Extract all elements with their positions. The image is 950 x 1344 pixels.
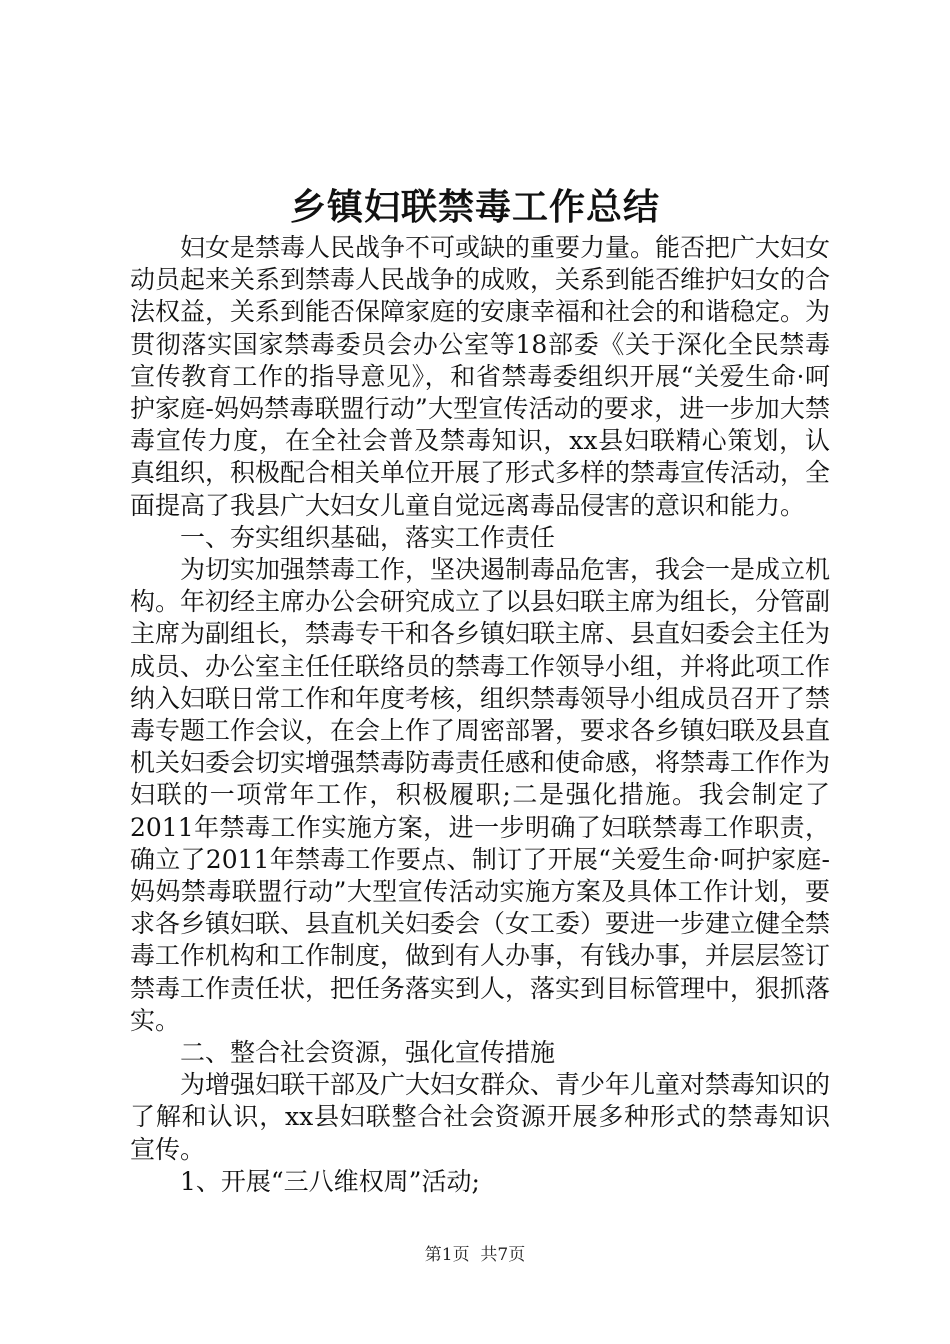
list-item-1: 1、开展“三八维权周”活动; bbox=[180, 1166, 480, 1196]
section-2-paragraph: 为增强妇联干部及广大妇女群众、青少年儿童对禁毒知识的了解和认识，xx县妇联整合社会资源开展多种形式的禁毒知识宣传。 bbox=[130, 1070, 831, 1164]
section-1-paragraph: 为切实加强禁毒工作，坚决遏制毒品危害，我会一是成立机构。年初经主席办公会研究成立了以县妇联主席为组长，分管副主席为副组长，禁毒专干和各乡镇妇联主席、县直妇委会主任为成员、办公室主任任联络员的禁毒工作领导小组，并将此项工作纳入妇联日常工作和年度考核，组织禁毒领导小组成员召开了禁毒专题工作会议，在会上作了周密部署，要求各乡镇妇联及县直机关妇委会切实增强禁毒防毒责任感和使命感，将禁毒工作作为妇联的一项常年工作，积极履职;二是强化措施。我会制定了2011年禁毒工作实施方案，进一步明确了妇联禁毒工作职责，确立了2011年禁毒工作要点、制订了开展“关爱生命·呵护家庭-妈妈禁毒联盟行动”大型宣传活动实施方案及具体工作计划，要求各乡镇妇联、县直机关妇委会（女工委）要进一步建立健全禁毒工作机构和工作制度，做到有人办事，有钱办事，并层层签订禁毒工作责任状，把任务落实到人，落实到目标管理中，狠抓落实。 bbox=[130, 555, 831, 1035]
document-body bbox=[130, 232, 830, 1198]
document-title: 乡镇妇联禁毒工作总结 bbox=[289, 186, 660, 228]
section-heading-2: 二、整合社会资源，强化宣传措施 bbox=[180, 1038, 556, 1068]
section-heading-1: 一、夯实组织基础，落实工作责任 bbox=[180, 522, 556, 552]
page-footer bbox=[0, 1243, 950, 1267]
page-number: 第1页 bbox=[424, 1245, 470, 1265]
intro-paragraph: 妇女是禁毒人民战争不可或缺的重要力量。能否把广大妇女动员起来关系到禁毒人民战争的成败，关系到能否维护妇女的合法权益，关系到能否保障家庭的安康幸福和社会的和谐稳定。为贯彻落实国家禁毒委员会办公室等18部委《关于深化全民禁毒宣传教育工作的指导意见》，和省禁毒委组织开展“关爱生命·呵护家庭-妈妈禁毒联盟行动”大型宣传活动的要求，进一步加大禁毒宣传力度，在全社会普及禁毒知识，xx县妇联精心策划，认真组织，积极配合相关单位开展了形式多样的禁毒宣传活动，全面提高了我县广大妇女儿童自觉远离毒品侵害的意识和能力。 bbox=[130, 233, 831, 520]
total-pages: 共7页 bbox=[480, 1245, 526, 1265]
